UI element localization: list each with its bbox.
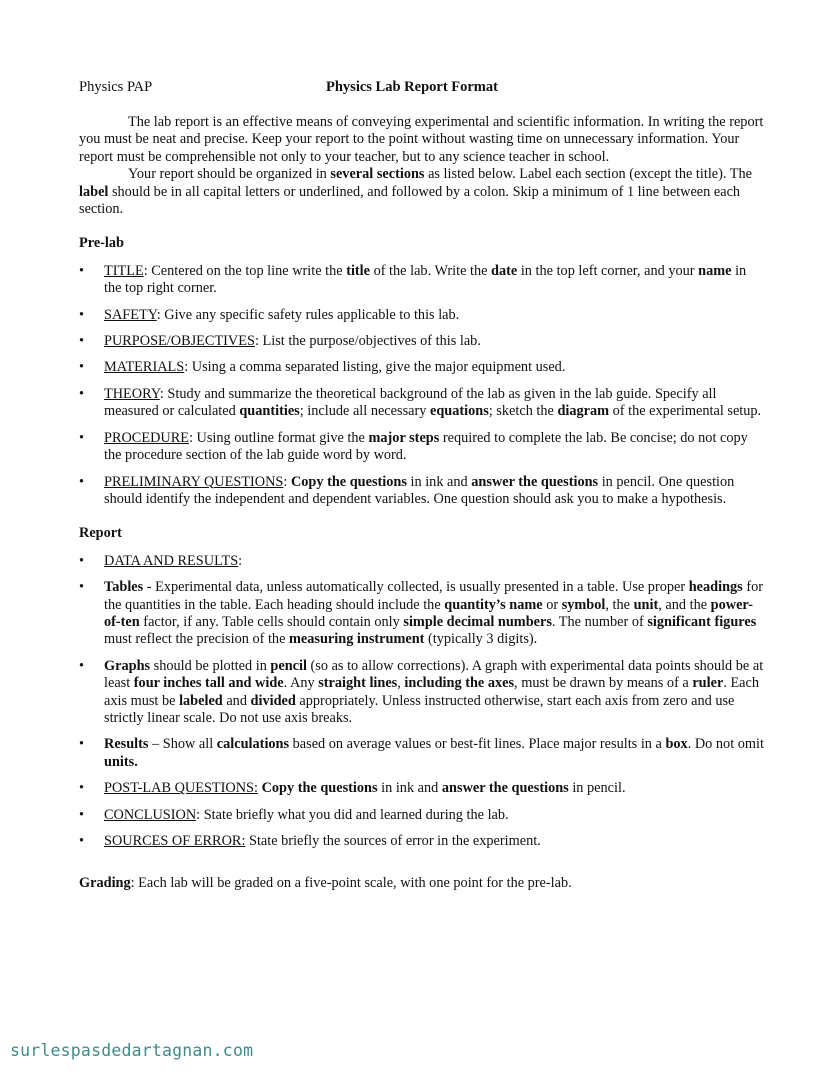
item-emphasis: box: [665, 736, 688, 753]
item-label: CONCLUSION: [104, 806, 197, 823]
bullet: •: [79, 473, 85, 490]
course-name: Physics PAP: [79, 79, 153, 95]
item-emphasis: title: [346, 262, 370, 279]
list-item-materials: [79, 359, 767, 376]
list-item-title: [79, 263, 767, 298]
item-label: PROCEDURE: [104, 429, 189, 446]
item-emphasis: units.: [104, 753, 138, 770]
item-text: ,: [397, 675, 405, 692]
grading-paragraph: [79, 875, 767, 892]
document-body: [79, 114, 767, 893]
item-text: : List the purpose/objectives of this lab.: [254, 333, 481, 350]
bullet: •: [79, 657, 85, 674]
item-emphasis: answer the questions: [441, 780, 569, 797]
bullet: •: [79, 429, 85, 446]
item-text: : Study and summarize the theoretical background of the lab as given in the lab guide. Specify all measured or calculated: [104, 385, 717, 420]
item-emphasis: unit: [633, 596, 659, 613]
list-item-post-lab-questions: [79, 780, 767, 797]
item-emphasis: measuring instrument: [289, 631, 425, 648]
grading-label: Grading: [79, 875, 131, 892]
item-text: of the experimental setup.: [609, 403, 762, 420]
item-text: (typically 3 digits).: [424, 631, 538, 648]
bullet: •: [79, 262, 85, 279]
item-emphasis: divided: [250, 692, 296, 709]
list-item-purpose: [79, 333, 767, 350]
item-text: , and the: [658, 596, 711, 613]
item-text: ; include all necessary: [299, 403, 430, 420]
bullet: •: [79, 306, 85, 323]
item-emphasis: straight lines: [318, 675, 398, 692]
item-text: : State briefly what you did and learned during the lab.: [196, 806, 509, 823]
item-emphasis: power-of-ten: [104, 596, 753, 630]
item-text: must reflect the precision of the: [104, 631, 290, 648]
item-text: in ink and: [377, 780, 442, 797]
item-text: based on average values or best-fit lines. Place major results in a: [289, 736, 666, 753]
list-item-procedure: [79, 430, 767, 465]
item-label: THEORY: [104, 385, 160, 402]
list-item-theory: [79, 386, 767, 421]
intro-text: Your report should be organized in: [128, 166, 331, 183]
item-emphasis: answer the questions: [471, 473, 599, 490]
item-text: . Each axis must be: [104, 675, 760, 709]
list-item-data-results: [79, 553, 767, 570]
item-label: SOURCES OF ERROR:: [104, 833, 246, 849]
bullet: •: [79, 806, 85, 823]
item-emphasis: Copy the questions: [290, 473, 407, 490]
intro-text: should be in all capital letters or underlined, and followed by a colon. Skip a minimum of 1 line between each section.: [79, 183, 741, 218]
report-list: [79, 553, 767, 851]
list-item-conclusion: [79, 807, 767, 824]
item-text: . Do not omit: [687, 736, 764, 753]
item-text: : Using outline format give the: [189, 429, 369, 446]
item-text: – Show all: [148, 736, 217, 753]
item-text: . Any: [283, 675, 319, 692]
list-item-tables: [79, 579, 767, 649]
intro-emphasis: several sections: [330, 166, 425, 183]
item-emphasis: headings: [688, 579, 743, 596]
item-emphasis: simple decimal numbers: [403, 613, 552, 630]
list-item-safety: [79, 307, 767, 324]
item-emphasis: four inches tall and wide: [133, 675, 284, 692]
item-emphasis: ruler: [692, 675, 724, 692]
bullet: •: [79, 833, 85, 849]
item-emphasis: quantity’s name: [444, 596, 543, 613]
item-emphasis: quantities: [239, 403, 300, 420]
item-text: : Using a comma separated listing, give the major equipment used.: [184, 359, 566, 376]
item-label: DATA AND RESULTS: [104, 552, 239, 569]
item-label: MATERIALS: [104, 359, 185, 376]
item-label: PURPOSE/OBJECTIVES: [104, 333, 255, 350]
report-heading: Report: [79, 525, 122, 542]
grading-text: : Each lab will be graded on a five-point scale, with one point for the pre-lab.: [130, 875, 572, 892]
list-item-sources-of-error: [79, 833, 767, 850]
item-label: Tables: [104, 579, 144, 596]
item-emphasis: labeled: [179, 692, 223, 709]
item-emphasis: Copy the questions: [261, 780, 378, 797]
item-text: , the: [605, 596, 634, 613]
item-text: : Give any specific safety rules applicable to this lab.: [156, 306, 460, 323]
item-emphasis: symbol: [561, 596, 606, 613]
item-label: SAFETY: [104, 306, 157, 323]
item-label: Results: [104, 736, 149, 753]
item-text: in the top right corner.: [104, 262, 747, 297]
item-text: - Experimental data, unless automatically collected, is usually presented in a table. Use proper: [143, 579, 689, 596]
item-emphasis: significant figures: [647, 613, 757, 630]
item-text: or: [542, 596, 562, 613]
item-text: , must be drawn by means of a: [514, 675, 693, 692]
item-text: ; sketch the: [488, 403, 558, 420]
bullet: •: [79, 359, 85, 376]
item-text: of the lab. Write the: [370, 262, 492, 279]
item-text: and: [222, 692, 251, 709]
intro-paragraph-1: The lab report is an effective means of conveying experimental and scientific information. In writing the report you must be neat and precise. Keep your report to the point without wasting time on unnecessary information. Your report must be comprehensible not only to your teacher, but to any science teacher in school.: [79, 114, 764, 165]
watermark: surlespasdedartagnan.com: [10, 1041, 254, 1060]
item-label: POST-LAB QUESTIONS:: [104, 780, 258, 797]
item-text: required to complete the lab. Be concise; do not copy the procedure section of the lab guide word by word.: [104, 429, 748, 464]
bullet: •: [79, 385, 85, 402]
list-item-results: [79, 736, 767, 771]
list-item-graphs: [79, 658, 767, 728]
bullet: •: [79, 780, 85, 797]
bullet: •: [79, 579, 85, 596]
item-text: in ink and: [406, 473, 472, 490]
bullet: •: [79, 552, 85, 569]
intro-paragraph-2: [79, 166, 767, 218]
prelab-heading: Pre-lab: [79, 235, 124, 252]
item-text: in the top left corner, and your: [517, 262, 699, 279]
page-title: Physics Lab Report Format: [326, 79, 498, 95]
item-text: in pencil.: [568, 780, 626, 797]
item-text: for the quantities in the table. Each heading should include the: [104, 579, 763, 613]
item-text: should be plotted in: [150, 657, 271, 674]
item-emphasis: including the axes: [404, 675, 515, 692]
bullet: •: [79, 736, 85, 753]
item-emphasis: equations: [429, 403, 489, 420]
item-label: PRELIMINARY QUESTIONS: [104, 473, 284, 490]
item-text: appropriately. Unless instructed otherwise, start each axis from zero and use strictly linear scale. Do not use axis breaks.: [104, 692, 735, 726]
bullet: •: [79, 333, 85, 350]
item-emphasis: major steps: [368, 429, 440, 446]
item-emphasis: pencil: [270, 657, 307, 674]
item-emphasis: date: [491, 262, 518, 279]
intro-emphasis: label: [79, 183, 109, 200]
item-text: factor, if any. Table cells should contain only: [139, 613, 404, 630]
item-label: Graphs: [104, 657, 151, 674]
item-label: TITLE: [104, 262, 144, 279]
item-text: :: [238, 552, 243, 569]
intro-text: as listed below. Label each section (except the title). The: [424, 166, 753, 183]
item-emphasis: calculations: [216, 736, 290, 753]
prelab-list: [79, 263, 767, 508]
item-text: in pencil. One question should identify the independent and dependent variables. One question should ask you to make a hypothesis.: [104, 473, 735, 507]
item-text: :: [283, 473, 291, 490]
item-text: : Centered on the top line write the: [143, 262, 347, 279]
item-emphasis: name: [698, 262, 732, 279]
item-text: (so as to allow corrections). A graph with experimental data points should be at least: [104, 657, 764, 692]
item-emphasis: diagram: [557, 403, 610, 420]
item-text: State briefly the sources of error in the experiment.: [245, 833, 541, 849]
item-text: . The number of: [551, 613, 648, 630]
list-item-preliminary-questions: [79, 474, 767, 509]
